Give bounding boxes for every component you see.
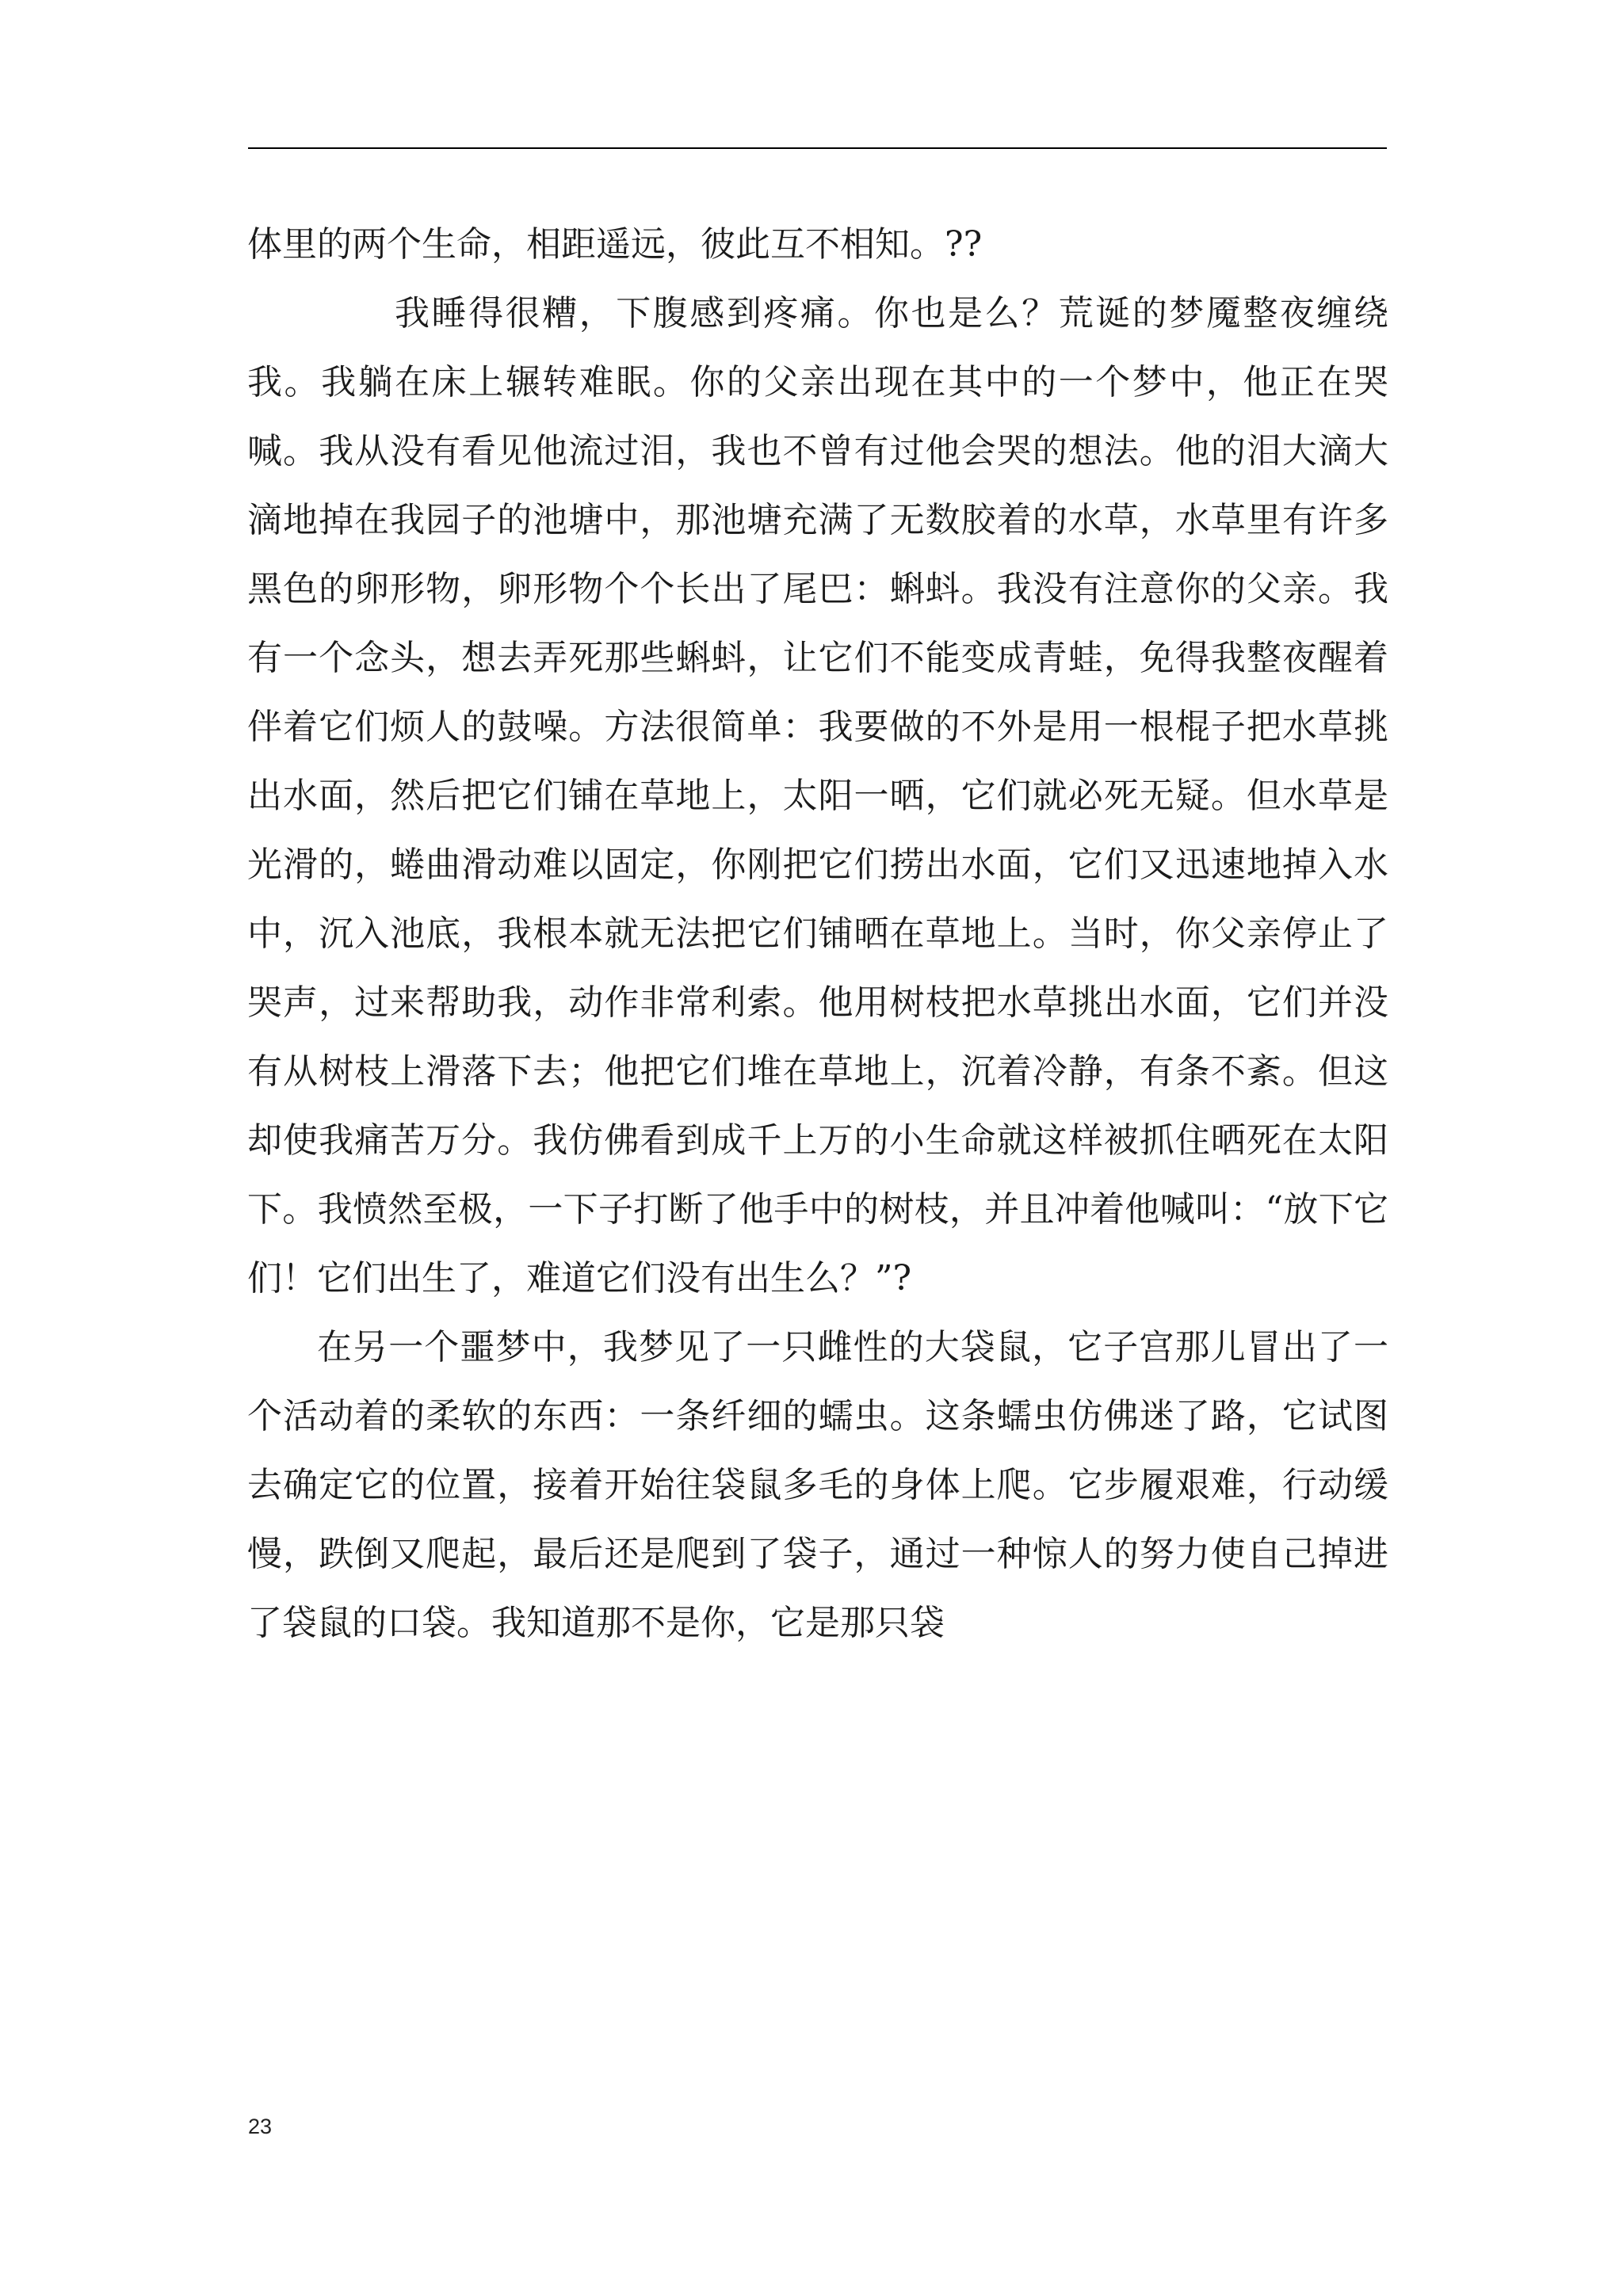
header-rule	[248, 147, 1387, 149]
paragraph-dream-tadpoles: 我睡得很糟，下腹感到疼痛。你也是么？荒诞的梦魇整夜缠绕我。我躺在床上辗转难眠。你的父亲出现在其中的一个梦中，他正在哭喊。我从没有看见他流过泪，我也不曾有过他会哭的想法。他的泪大滴大滴地掉在我园子的池塘中，那池塘充满了无数胶着的水草，水草里有许多黑色的卵形物，卵形物个个长出了尾巴：蝌蚪。我没有注意你的父亲。我有一个念头，想去弄死那些蝌蚪，让它们不能变成青蛙，免得我整夜醒着伴着它们烦人的鼓噪。方法很简单：我要做的不外是用一根棍子把水草挑出水面，然后把它们铺在草地上，太阳一晒，它们就必死无疑。但水草是光滑的，蜷曲滑动难以固定，你刚把它们捞出水面，它们又迅速地掉入水中，沉入池底，我根本就无法把它们铺晒在草地上。当时，你父亲停止了哭声，过来帮助我，动作非常利索。他用树枝把水草挑出水面，它们并没有从树枝上滑落下去；他把它们堆在草地上，沉着冷静，有条不紊。但这却使我痛苦万分。我仿佛看到成千上万的小生命就这样被抓住晒死在太阳下。我愤然至极，一下子打断了他手中的树枝，并且冲着他喊叫：“放下它们！它们出生了，难道它们没有出生么？”?	[247, 293, 1388, 1299]
paragraph-dream-kangaroo: 在另一个噩梦中，我梦见了一只雌性的大袋鼠，它子宫那儿冒出了一个活动着的柔软的东西：一条纤细的蠕虫。这条蠕虫仿佛迷了路，它试图去确定它的位置，接着开始往袋鼠多毛的身体上爬。它步履艰难，行动缓慢，跌倒又爬起，最后还是爬到了袋子，通过一种惊人的努力使自己掉进了袋鼠的口袋。我知道那不是你，它是那只袋	[247, 1327, 1388, 1643]
paragraph-continuation: 体里的两个生命，相距遥远，彼此互不相知。??	[247, 224, 983, 265]
body-text	[247, 210, 1388, 1657]
page-number: 23	[248, 2115, 273, 2138]
